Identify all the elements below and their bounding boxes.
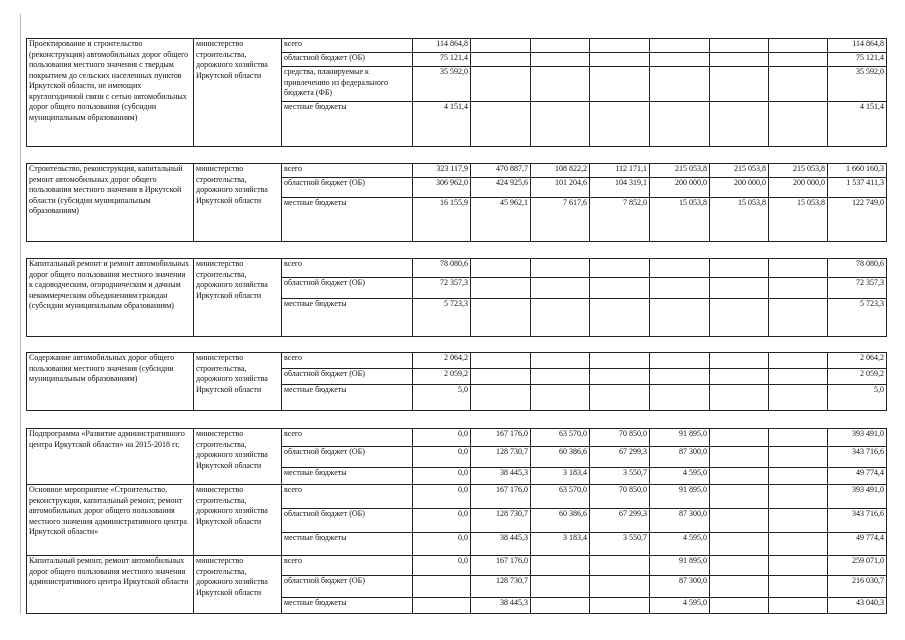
year-value-cell: 0,0 — [413, 533, 471, 556]
year-value-cell — [531, 53, 590, 67]
funding-source-cell: всего — [282, 353, 413, 369]
total-value-cell: 78 080,6 — [828, 259, 887, 278]
year-value-cell — [471, 53, 531, 67]
year-value-cell — [710, 259, 769, 278]
year-value-cell: 0,0 — [413, 556, 471, 576]
total-value-cell: 4 151,4 — [828, 102, 887, 147]
funding-source-cell: местные бюджеты — [282, 198, 413, 242]
year-value-cell — [769, 429, 828, 447]
year-value-cell: 2 059,2 — [413, 369, 471, 385]
year-value-cell — [650, 278, 710, 299]
year-value-cell — [769, 533, 828, 556]
block-spacer-row — [27, 411, 887, 429]
activity-name-cell: Основное мероприятие «Строительство, реконструкция, капитальный ремонт, ремонт автомобильных дорог общего пользования местного значения административного центра Иркутской области» — [27, 485, 194, 556]
year-value-cell — [531, 67, 590, 102]
total-value-cell: 393 491,0 — [828, 485, 887, 509]
year-value-cell — [769, 598, 828, 614]
year-value-cell — [471, 385, 531, 411]
year-value-cell: 4 595,0 — [650, 533, 710, 556]
year-value-cell — [710, 299, 769, 337]
year-value-cell: 215 053,8 — [710, 164, 769, 178]
activity-name-cell: Проектирование и строительство (реконструкция) автомобильных дорог общего пользования местного значения с твердым покрытием до сельских населенных пунктов Иркутской области, не имеющих круглогодичной связи с сетью автомобильных дорог общего пользования (субсидии муниципальным образованиям) — [27, 39, 194, 147]
table-row — [27, 485, 887, 509]
year-value-cell: 91 895,0 — [650, 429, 710, 447]
year-value-cell — [710, 353, 769, 369]
year-value-cell: 38 445,3 — [471, 598, 531, 614]
year-value-cell — [531, 556, 590, 576]
spacer-cell — [27, 242, 887, 259]
year-value-cell — [590, 102, 650, 147]
year-value-cell — [590, 53, 650, 67]
year-value-cell: 78 080,6 — [413, 259, 471, 278]
table-body — [27, 39, 887, 614]
year-value-cell: 16 155,9 — [413, 198, 471, 242]
year-value-cell: 112 171,1 — [590, 164, 650, 178]
table-row — [27, 259, 887, 278]
total-value-cell: 122 749,0 — [828, 198, 887, 242]
year-value-cell: 424 925,6 — [471, 178, 531, 198]
year-value-cell: 67 299,3 — [590, 447, 650, 468]
executor-cell: министерство строительства, дорожного хозяйства Иркутской области — [194, 556, 282, 614]
activity-name-cell: Подпрограмма «Развитие административного центра Иркутской области» на 2015-2018 гг. — [27, 429, 194, 485]
table-row — [27, 353, 887, 369]
year-value-cell — [769, 556, 828, 576]
year-value-cell — [710, 369, 769, 385]
funding-source-cell: местные бюджеты — [282, 468, 413, 485]
year-value-cell: 91 895,0 — [650, 556, 710, 576]
year-value-cell — [413, 598, 471, 614]
year-value-cell: 38 445,3 — [471, 533, 531, 556]
year-value-cell — [471, 102, 531, 147]
year-value-cell — [650, 102, 710, 147]
year-value-cell — [413, 576, 471, 598]
year-value-cell — [650, 39, 710, 53]
total-value-cell: 393 491,0 — [828, 429, 887, 447]
year-value-cell — [710, 485, 769, 509]
year-value-cell: 200 000,0 — [710, 178, 769, 198]
total-value-cell: 259 071,0 — [828, 556, 887, 576]
funding-source-cell: областной бюджет (ОБ) — [282, 576, 413, 598]
year-value-cell — [769, 468, 828, 485]
year-value-cell — [769, 278, 828, 299]
year-value-cell: 200 000,0 — [650, 178, 710, 198]
funding-source-cell: областной бюджет (ОБ) — [282, 447, 413, 468]
year-value-cell — [769, 102, 828, 147]
year-value-cell — [471, 259, 531, 278]
year-value-cell — [650, 67, 710, 102]
year-value-cell: 0,0 — [413, 485, 471, 509]
year-value-cell — [650, 385, 710, 411]
executor-cell: министерство строительства, дорожного хозяйства Иркутской области — [194, 164, 282, 242]
year-value-cell — [710, 447, 769, 468]
total-value-cell: 5 723,3 — [828, 299, 887, 337]
year-value-cell — [650, 353, 710, 369]
year-value-cell: 4 151,4 — [413, 102, 471, 147]
executor-cell: министерство строительства, дорожного хозяйства Иркутской области — [194, 485, 282, 556]
year-value-cell — [590, 369, 650, 385]
activity-name-cell: Капитальный ремонт и ремонт автомобильных дорог общего пользования местного значения к садоводческим, огородническим и дачным некоммерческим объединениям граждан (субсидии муниципальным образованиям) — [27, 259, 194, 337]
total-value-cell: 75 121,4 — [828, 53, 887, 67]
funding-source-cell: всего — [282, 485, 413, 509]
block-spacer-row — [27, 147, 887, 164]
funding-source-cell: областной бюджет (ОБ) — [282, 369, 413, 385]
year-value-cell — [531, 576, 590, 598]
year-value-cell — [650, 53, 710, 67]
total-value-cell: 35 592,0 — [828, 67, 887, 102]
year-value-cell — [531, 102, 590, 147]
funding-source-cell: всего — [282, 429, 413, 447]
total-value-cell: 49 774,4 — [828, 533, 887, 556]
activity-name-cell: Капитальный ремонт, ремонт автомобильных дорог общего пользования местного значения административного центра Иркутской области — [27, 556, 194, 614]
funding-source-cell: всего — [282, 164, 413, 178]
year-value-cell — [710, 598, 769, 614]
year-value-cell: 87 300,0 — [650, 509, 710, 533]
spacer-cell — [27, 411, 887, 429]
executor-cell: министерство строительства, дорожного хозяйства Иркутской области — [194, 259, 282, 337]
year-value-cell: 4 595,0 — [650, 598, 710, 614]
year-value-cell: 215 053,8 — [769, 164, 828, 178]
year-value-cell: 167 176,0 — [471, 429, 531, 447]
year-value-cell — [471, 369, 531, 385]
year-value-cell: 128 730,7 — [471, 509, 531, 533]
year-value-cell: 5,0 — [413, 385, 471, 411]
funding-source-cell: областной бюджет (ОБ) — [282, 509, 413, 533]
year-value-cell — [710, 576, 769, 598]
year-value-cell — [769, 67, 828, 102]
year-value-cell: 5 723,3 — [413, 299, 471, 337]
year-value-cell: 70 850,0 — [590, 429, 650, 447]
year-value-cell: 108 822,2 — [531, 164, 590, 178]
year-value-cell: 101 204,6 — [531, 178, 590, 198]
year-value-cell: 87 300,0 — [650, 447, 710, 468]
block-spacer-row — [27, 242, 887, 259]
year-value-cell: 63 570,0 — [531, 485, 590, 509]
funding-source-cell: всего — [282, 259, 413, 278]
total-value-cell: 72 357,3 — [828, 278, 887, 299]
year-value-cell: 215 053,8 — [650, 164, 710, 178]
year-value-cell — [531, 385, 590, 411]
year-value-cell — [769, 485, 828, 509]
year-value-cell — [590, 259, 650, 278]
year-value-cell — [769, 385, 828, 411]
budget-table — [26, 38, 887, 614]
year-value-cell: 0,0 — [413, 468, 471, 485]
year-value-cell: 306 962,0 — [413, 178, 471, 198]
year-value-cell — [650, 369, 710, 385]
activity-name-cell: Содержание автомобильных дорог общего пользования местного значения (субсидии муниципальным образованиям) — [27, 353, 194, 411]
funding-source-cell: средства, планируемые к привлечению из федерального бюджета (ФБ) — [282, 67, 413, 102]
funding-source-cell: местные бюджеты — [282, 299, 413, 337]
total-value-cell: 2 064,2 — [828, 353, 887, 369]
funding-source-cell: местные бюджеты — [282, 102, 413, 147]
scan-margin-line — [20, 14, 21, 614]
year-value-cell — [471, 353, 531, 369]
year-value-cell: 70 850,0 — [590, 485, 650, 509]
funding-source-cell: местные бюджеты — [282, 385, 413, 411]
document-sheet — [26, 38, 886, 607]
funding-source-cell: областной бюджет (ОБ) — [282, 278, 413, 299]
year-value-cell: 60 386,6 — [531, 447, 590, 468]
year-value-cell: 200 000,0 — [769, 178, 828, 198]
year-value-cell — [590, 67, 650, 102]
year-value-cell — [590, 556, 650, 576]
funding-source-cell: всего — [282, 39, 413, 53]
total-value-cell: 343 716,6 — [828, 447, 887, 468]
year-value-cell — [769, 259, 828, 278]
year-value-cell: 128 730,7 — [471, 576, 531, 598]
year-value-cell: 128 730,7 — [471, 447, 531, 468]
total-value-cell: 43 040,3 — [828, 598, 887, 614]
year-value-cell: 45 962,1 — [471, 198, 531, 242]
year-value-cell: 4 595,0 — [650, 468, 710, 485]
total-value-cell: 1 537 411,3 — [828, 178, 887, 198]
year-value-cell — [769, 53, 828, 67]
year-value-cell: 167 176,0 — [471, 556, 531, 576]
year-value-cell — [710, 509, 769, 533]
year-value-cell — [590, 39, 650, 53]
block-spacer-row — [27, 337, 887, 353]
year-value-cell — [650, 259, 710, 278]
year-value-cell — [710, 533, 769, 556]
year-value-cell: 67 299,3 — [590, 509, 650, 533]
year-value-cell: 470 887,7 — [471, 164, 531, 178]
table-row — [27, 39, 887, 53]
year-value-cell — [471, 299, 531, 337]
year-value-cell — [710, 67, 769, 102]
funding-source-cell: областной бюджет (ОБ) — [282, 53, 413, 67]
table-row — [27, 556, 887, 576]
year-value-cell — [590, 576, 650, 598]
year-value-cell — [471, 39, 531, 53]
year-value-cell: 60 386,6 — [531, 509, 590, 533]
total-value-cell: 114 864,8 — [828, 39, 887, 53]
spacer-cell — [27, 147, 887, 164]
year-value-cell — [471, 278, 531, 299]
year-value-cell — [769, 39, 828, 53]
funding-source-cell: местные бюджеты — [282, 598, 413, 614]
year-value-cell — [590, 299, 650, 337]
year-value-cell: 38 445,3 — [471, 468, 531, 485]
table-row — [27, 429, 887, 447]
year-value-cell — [710, 468, 769, 485]
executor-cell: министерство строительства, дорожного хозяйства Иркутской области — [194, 429, 282, 485]
year-value-cell — [769, 353, 828, 369]
executor-cell: министерство строительства, дорожного хозяйства Иркутской области — [194, 39, 282, 147]
year-value-cell: 0,0 — [413, 447, 471, 468]
year-value-cell — [590, 278, 650, 299]
year-value-cell — [531, 39, 590, 53]
year-value-cell: 15 053,8 — [710, 198, 769, 242]
year-value-cell: 3 550,7 — [590, 468, 650, 485]
year-value-cell — [769, 369, 828, 385]
total-value-cell: 5,0 — [828, 385, 887, 411]
year-value-cell — [650, 299, 710, 337]
spacer-cell — [27, 337, 887, 353]
year-value-cell — [531, 598, 590, 614]
year-value-cell: 91 895,0 — [650, 485, 710, 509]
year-value-cell — [769, 509, 828, 533]
year-value-cell — [769, 299, 828, 337]
year-value-cell — [590, 598, 650, 614]
total-value-cell: 49 774,4 — [828, 468, 887, 485]
year-value-cell — [710, 429, 769, 447]
year-value-cell — [710, 102, 769, 147]
total-value-cell: 216 030,7 — [828, 576, 887, 598]
year-value-cell — [471, 67, 531, 102]
year-value-cell — [590, 353, 650, 369]
year-value-cell — [590, 385, 650, 411]
year-value-cell: 3 550,7 — [590, 533, 650, 556]
year-value-cell — [531, 369, 590, 385]
year-value-cell: 15 053,8 — [769, 198, 828, 242]
year-value-cell — [531, 278, 590, 299]
year-value-cell: 7 617,6 — [531, 198, 590, 242]
year-value-cell — [769, 447, 828, 468]
year-value-cell — [769, 576, 828, 598]
year-value-cell — [710, 39, 769, 53]
year-value-cell: 75 121,4 — [413, 53, 471, 67]
year-value-cell: 3 183,4 — [531, 533, 590, 556]
year-value-cell: 3 183,4 — [531, 468, 590, 485]
funding-source-cell: областной бюджет (ОБ) — [282, 178, 413, 198]
year-value-cell: 87 300,0 — [650, 576, 710, 598]
executor-cell: министерство строительства, дорожного хозяйства Иркутской области — [194, 353, 282, 411]
total-value-cell: 1 660 160,3 — [828, 164, 887, 178]
year-value-cell: 2 064,2 — [413, 353, 471, 369]
year-value-cell: 72 357,3 — [413, 278, 471, 299]
year-value-cell: 167 176,0 — [471, 485, 531, 509]
year-value-cell — [710, 556, 769, 576]
year-value-cell — [531, 259, 590, 278]
year-value-cell: 7 852,0 — [590, 198, 650, 242]
year-value-cell — [531, 299, 590, 337]
year-value-cell: 323 117,9 — [413, 164, 471, 178]
table-row — [27, 164, 887, 178]
year-value-cell: 114 864,8 — [413, 39, 471, 53]
year-value-cell: 63 570,0 — [531, 429, 590, 447]
funding-source-cell: всего — [282, 556, 413, 576]
year-value-cell: 0,0 — [413, 509, 471, 533]
year-value-cell — [710, 53, 769, 67]
year-value-cell: 0,0 — [413, 429, 471, 447]
year-value-cell — [710, 278, 769, 299]
funding-source-cell: местные бюджеты — [282, 533, 413, 556]
year-value-cell: 15 053,8 — [650, 198, 710, 242]
year-value-cell — [710, 385, 769, 411]
activity-name-cell: Строительство, реконструкция, капитальный ремонт автомобильных дорог общего пользования местного значения в Иркутской области (субсидии муниципальным образованиям) — [27, 164, 194, 242]
total-value-cell: 2 059,2 — [828, 369, 887, 385]
total-value-cell: 343 716,6 — [828, 509, 887, 533]
year-value-cell: 104 319,1 — [590, 178, 650, 198]
year-value-cell: 35 592,0 — [413, 67, 471, 102]
year-value-cell — [531, 353, 590, 369]
